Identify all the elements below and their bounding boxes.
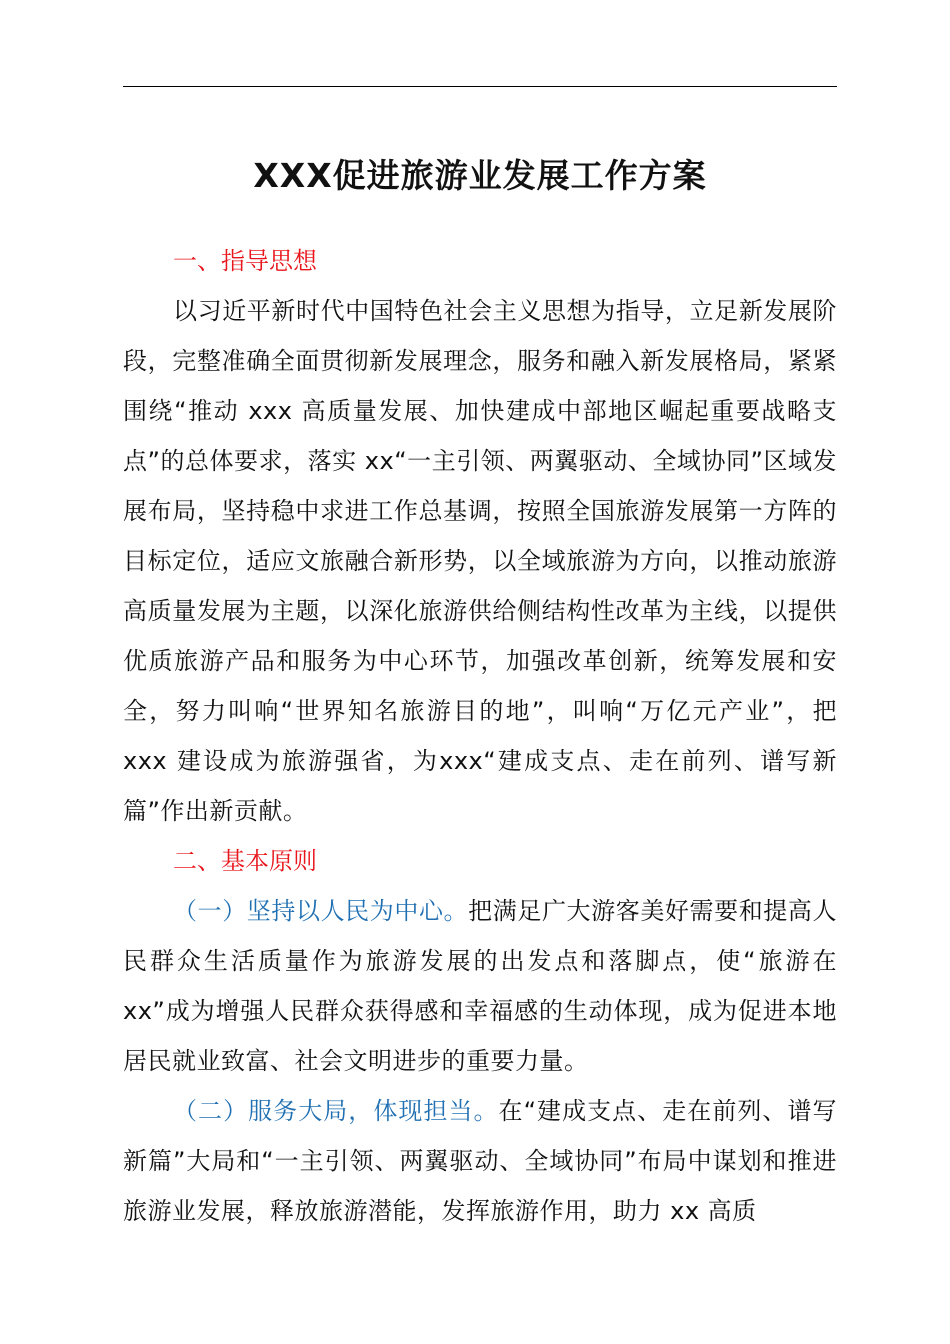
document-body <box>123 146 837 1236</box>
document-title: XXX促进旅游业发展工作方案 <box>253 156 707 195</box>
principle-paragraph-1 <box>123 886 837 1086</box>
principle-paragraph-2 <box>123 1086 837 1236</box>
header-rule <box>123 86 837 87</box>
section-heading-guiding-ideology: 一、指导思想 <box>173 247 317 275</box>
principle-label-1: （一）坚持以人民为中心。 <box>173 897 469 925</box>
principle-text-2: 在“建成支点、走在前列、谱写新篇”大局和“一主引领、两翼驱动、全域协同”布局中谋划和推进旅游业发展，释放旅游潜能，发挥旅游作用，助力 xx 高质 <box>123 1097 837 1225</box>
principle-text-1: 把满足广大游客美好需要和提高人民群众生活质量作为旅游发展的出发点和落脚点，使“旅游在 xx”成为增强人民群众获得感和幸福感的生动体现，成为促进本地居民就业致富、社会文明进步的重要力量。 <box>123 897 838 1075</box>
principle-label-2: （二）服务大局，体现担当。 <box>173 1097 499 1125</box>
section-heading-basic-principles: 二、基本原则 <box>173 847 317 875</box>
guiding-ideology-paragraph: 以习近平新时代中国特色社会主义思想为指导，立足新发展阶段，完整准确全面贯彻新发展理念，服务和融入新发展格局，紧紧围绕“推动 xxx 高质量发展、加快建成中部地区崛起重要战略支点”的总体要求，落实 xx“一主引领、两翼驱动、全域协同”区域发展布局，坚持稳中求进工作总基调，按照全国旅游发展第一方阵的目标定位，适应文旅融合新形势，以全域旅游为方向，以推动旅游高质量发展为主题，以深化旅游供给侧结构性改革为主线，以提供优质旅游产品和服务为中心环节，加强改革创新，统筹发展和安全，努力叫响“世界知名旅游目的地”，叫响“万亿元产业”，把 xxx 建设成为旅游强省，为xxx“建成支点、走在前列、谱写新篇”作出新贡献。 <box>123 297 837 825</box>
